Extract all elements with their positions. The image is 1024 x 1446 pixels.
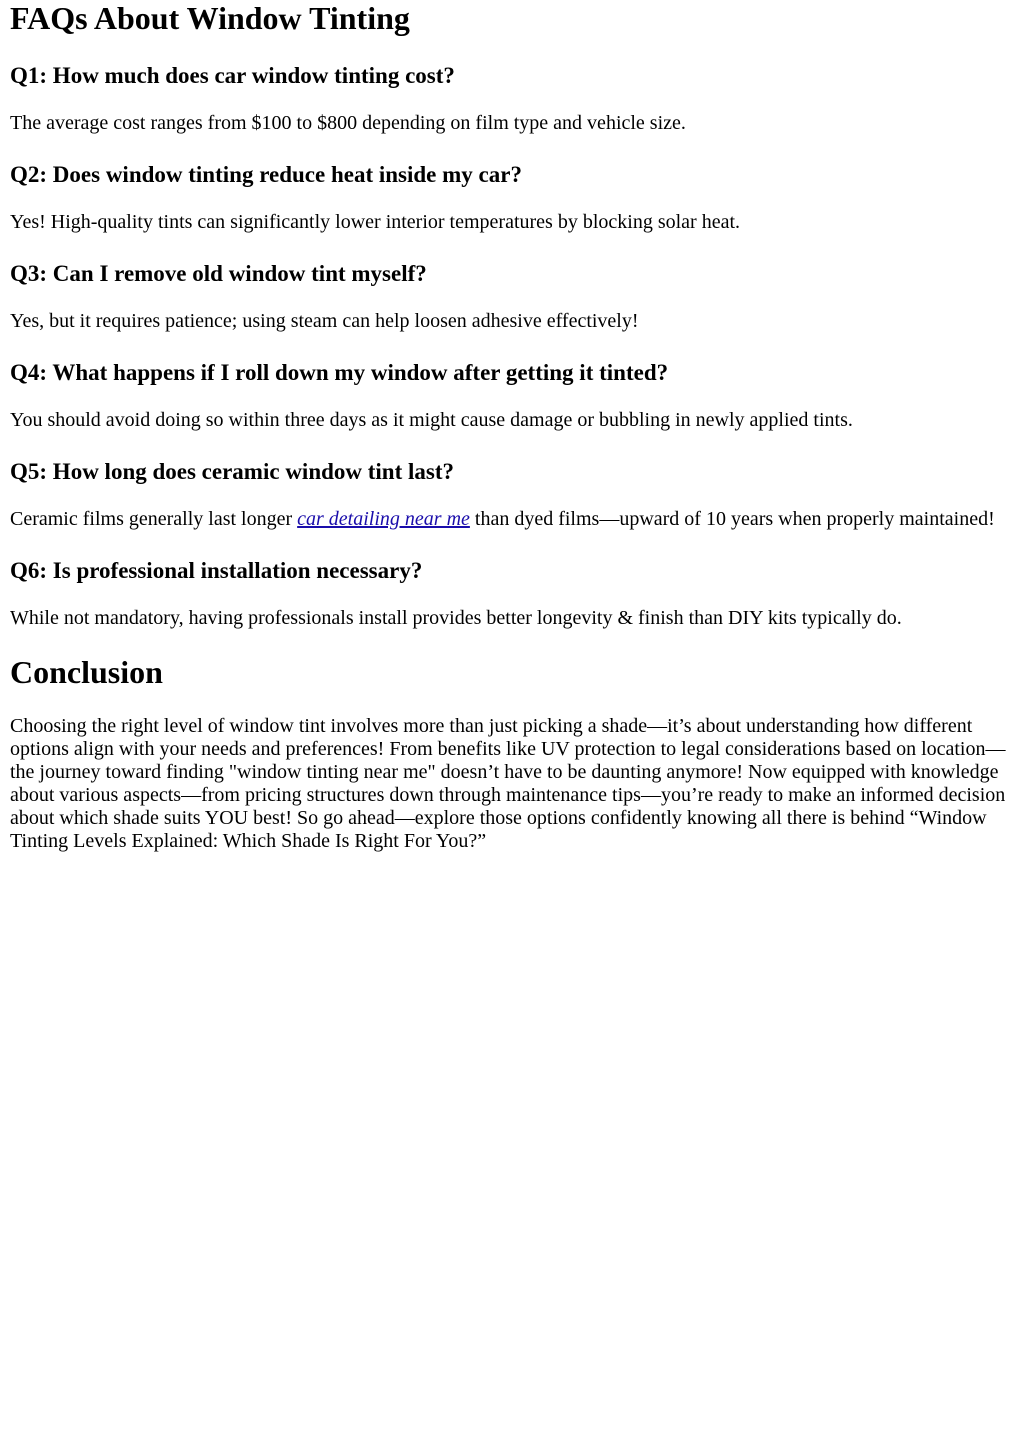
faq-answer-3: Yes, but it requires patience; using steam can help loosen adhesive effectively! [10, 310, 639, 332]
faq-item-5 [10, 458, 1014, 531]
faq-question-5: Q5: How long does ceramic window tint last? [10, 459, 455, 484]
faq-answer-5-after: than dyed films—upward of 10 years when properly maintained! [469, 508, 995, 530]
faq-list [10, 62, 1014, 630]
faq-item-1 [10, 62, 1014, 135]
faq-answer-4: You should avoid doing so within three days as it might cause damage or bubbling in newly applied tints. [10, 409, 853, 431]
faq-heading: FAQs About Window Tinting [10, 0, 410, 36]
faq-item-2 [10, 161, 1014, 234]
faq-question-6: Q6: Is professional installation necessary? [10, 558, 423, 583]
faq-question-2: Q2: Does window tinting reduce heat inside my car? [10, 162, 522, 187]
faq-answer-5-before: Ceramic films generally last longer [10, 508, 298, 530]
car-detailing-link[interactable]: car detailing near me [297, 508, 470, 530]
faq-question-1: Q1: How much does car window tinting cost? [10, 63, 455, 88]
faq-item-6 [10, 557, 1014, 630]
faq-question-4: Q4: What happens if I roll down my window after getting it tinted? [10, 360, 669, 385]
faq-answer-2: Yes! High-quality tints can significantly lower interior temperatures by blocking solar heat. [10, 211, 741, 233]
faq-answer-5 [10, 508, 1014, 531]
conclusion-body: Choosing the right level of window tint involves more than just picking a shade—it’s about understanding how different options align with your needs and preferences! From benefits like UV protection to legal considerations based on location—the journey toward finding "window tinting near me" doesn’t have to be daunting anymore! Now equipped with knowledge about various aspects—from pricing structures down through maintenance tips—you’re ready to make an informed decision about which shade suits YOU best! So go ahead—explore those options confidently knowing all there is behind “Window Tinting Levels Explained: Which Shade Is Right For You?” [10, 715, 1006, 852]
conclusion-heading: Conclusion [10, 654, 163, 690]
faq-answer-6: While not mandatory, having professionals install provides better longevity & finish than DIY kits typically do. [10, 607, 902, 629]
faq-question-3: Q3: Can I remove old window tint myself? [10, 261, 427, 286]
faq-item-4 [10, 359, 1014, 432]
faq-answer-1: The average cost ranges from $100 to $800 depending on film type and vehicle size. [10, 112, 686, 134]
faq-item-3 [10, 260, 1014, 333]
